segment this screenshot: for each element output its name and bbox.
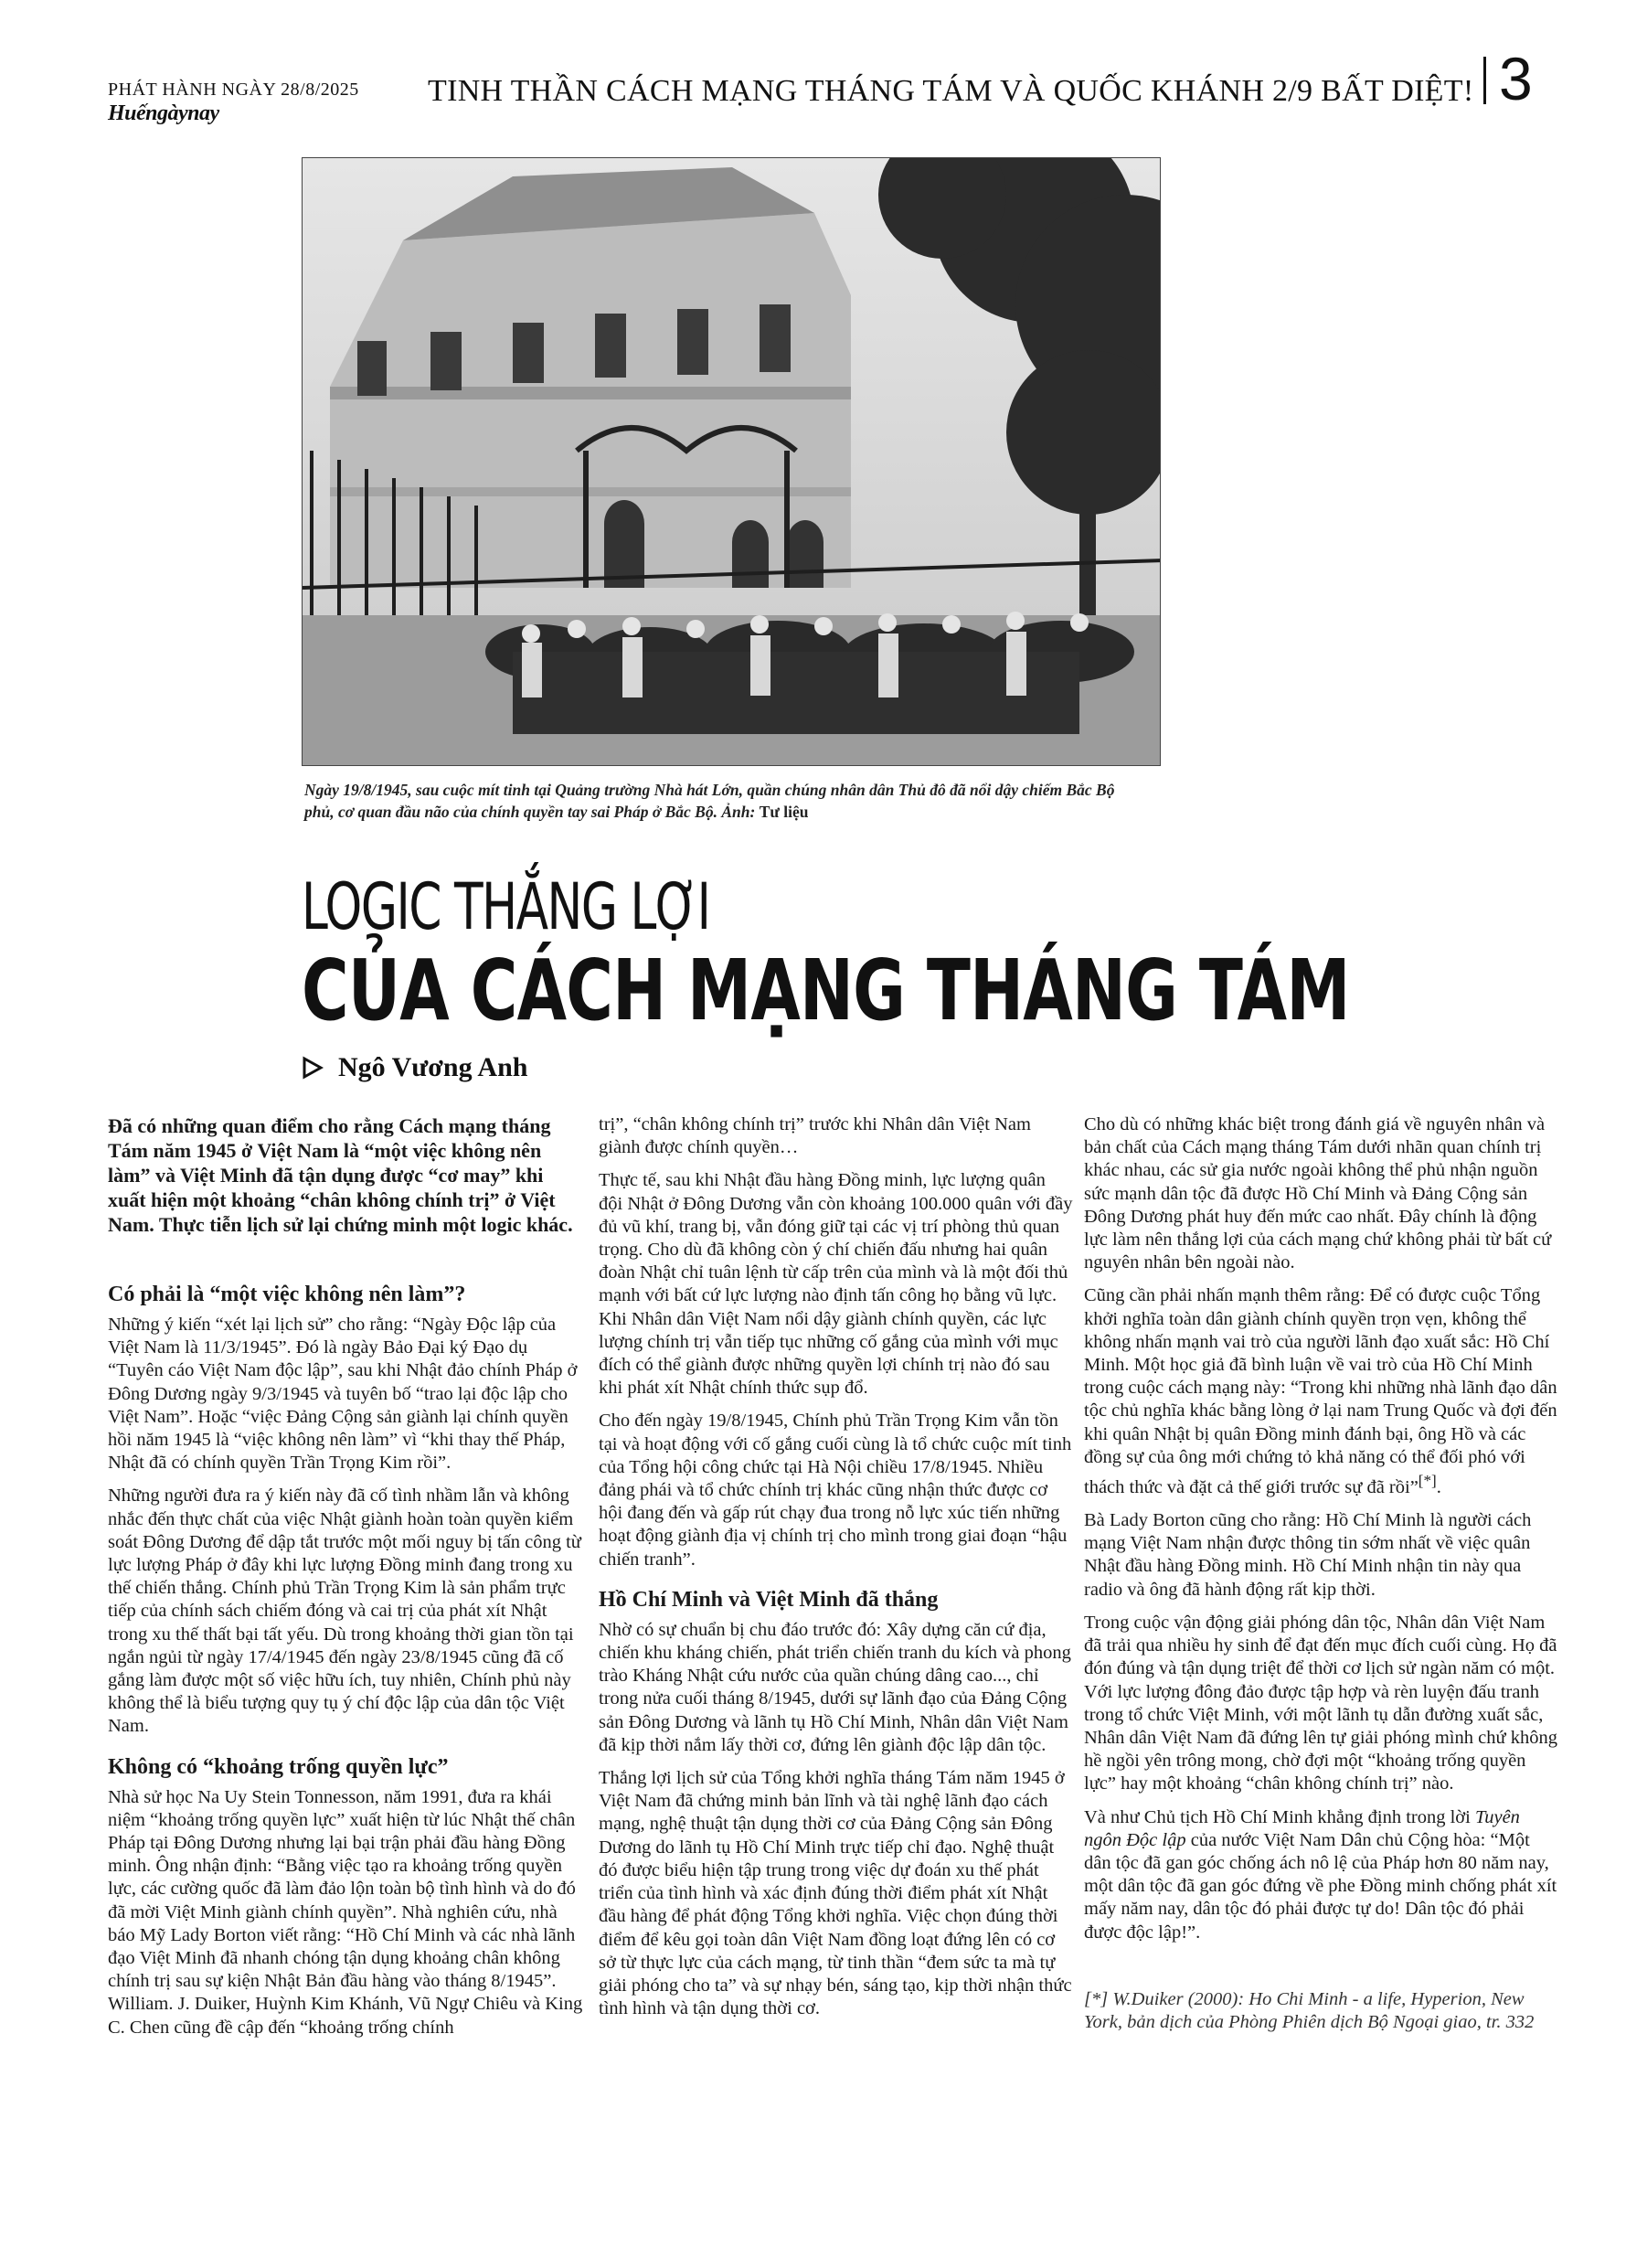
historical-photo xyxy=(302,157,1161,766)
newspaper-brand: Huếngàynay xyxy=(108,101,219,125)
article-column-1 xyxy=(108,1113,583,2050)
subheading-2: Không có “khoảng trống quyền lực” xyxy=(108,1754,449,1779)
paragraph: Nhờ có sự chuẩn bị chu đáo trước đó: Xây dựng căn cứ địa, chiến khu kháng chiến, phát triển chiến tranh du kích và phong trào Kháng Nhật cứu nước của quần chúng dâng cao..., chỉ trong nửa cuối tháng 8/1945, dưới sự lãnh đạo của Đảng Cộng sản Đông Dương và lãnh tụ Hồ Chí Minh, Nhân dân Việt Nam đã kịp thời nắm lấy thời cơ, đứng lên giành độc lập dân tộc. xyxy=(599,1619,1071,1755)
masthead xyxy=(108,79,409,126)
footnote: [*] W.Duiker (2000): Ho Chi Minh - a life, Hyperion, New York, bản dịch của Phòng Phiên dịch Bộ Ngoại giao, tr. 332 xyxy=(1084,1988,1535,2032)
paragraph: Những ý kiến “xét lại lịch sử” cho rằng: “Ngày Độc lập của Việt Nam là 11/3/1945”. Đó là ngày Bảo Đại ký Đạo dụ “Tuyên cáo Việt Nam độc lập”, sau khi Nhật đảo chính Pháp ở Đông Dương ngày 9/3/1945 và tuyên bố “trao lại độc lập cho Việt Nam”. Hoặc “việc Đảng Cộng sản giành lại chính quyền hồi năm 1945 là “việc không nên làm” vì “khi thay thế Pháp, Nhật đã có chính quyền Trần Trọng Kim rồi”. xyxy=(108,1315,578,1474)
photo-caption xyxy=(304,779,1127,823)
declaration-title: Tuyên ngôn Độc lập xyxy=(1084,1806,1520,1850)
paragraph: Bà Lady Borton cũng cho rằng: Hồ Chí Minh là người cách mạng Việt Nam nhận được thông tin sớm nhất về việc quân Nhật đầu hàng Đồng minh. Hồ Chí Minh nhận tin này qua radio và ông đã hành động rất kịp thời. xyxy=(1084,1510,1532,1600)
caption-text: Ngày 19/8/1945, sau cuộc mít tinh tại Quảng trường Nhà hát Lớn, quần chúng nhân dân Thủ đô đã nổi dậy chiếm Bắc Bộ phủ, cơ quan đầu não của chính quyền tay sai Pháp ở Bắc Bộ. Ảnh: xyxy=(304,781,1115,821)
paragraph: Thực tế, sau khi Nhật đầu hàng Đồng minh, lực lượng quân đội Nhật ở Đông Dương vẫn còn khoảng 100.000 quân với đầy đủ vũ khí, trang bị, vẫn đóng giữ tại các vị trí phòng thủ quan trọng. Cho dù đã không còn ý chí chiến đấu nhưng hai quân đoàn Nhật chỉ tuân lệnh từ cấp trên của mình và là một đối thủ mạnh với bất cứ lực lượng nào định tấn công họ bằng vũ lực. Khi Nhân dân Việt Nam nổi dậy giành chính quyền, các lực lượng chính trị vẫn tiếp tục những cố gắng của mình với mục đích có thể giành được những quyền lợi chính trị nào đó sau khi phát xít Nhật chính thức sụp đổ. xyxy=(599,1170,1073,1399)
article-lead: Đã có những quan điểm cho rằng Cách mạng tháng Tám năm 1945 ở Việt Nam là “một việc không nên làm” và Việt Minh đã tận dụng được “cơ may” khi xuất hiện một khoảng “chân không chính trị” ở Việt Nam. Thực tiễn lịch sử lại chứng minh một logic khác. xyxy=(108,1114,573,1236)
subheading-1: Có phải là “một việc không nên làm”? xyxy=(108,1283,466,1306)
page-number: 3 xyxy=(1499,45,1533,112)
paragraph: Trong cuộc vận động giải phóng dân tộc, Nhân dân Việt Nam đã trải qua nhiều hy sinh để đạt đến mục đích cuối cùng. Họ đã đón đúng và tận dụng triệt để thời cơ lịch sử ngàn năm có một. Với lực lượng đông đảo được tập hợp và rèn luyện đấu tranh trong tổ chức Việt Minh, với một lãnh tụ dẫn đường xuất sắc, Nhân dân Việt Nam đã đứng lên tự giải phóng mình chứ không hề ngồi yên trông mong, chờ đợi một “khoảng trống quyền lực” hay một khoảng “chân không chính trị” nào. xyxy=(1084,1612,1557,1794)
paragraph-text: Và như Chủ tịch Hồ Chí Minh khẳng định trong lời xyxy=(1084,1806,1475,1827)
footnote-ref: [*] xyxy=(1418,1472,1437,1490)
header-divider xyxy=(1483,57,1486,104)
paragraph: trị”, “chân không chính trị” trước khi Nhân dân Việt Nam giành được chính quyền… xyxy=(599,1114,1031,1158)
paragraph: Thắng lợi lịch sử của Tổng khởi nghĩa tháng Tám năm 1945 ở Việt Nam đã chứng minh bản lĩnh và tài nghệ lãnh đạo cách mạng, nghệ thuật tận dụng thời cơ của Đảng Cộng sản Đông Dương do lãnh tụ Hồ Chí Minh trực tiếp chỉ đạo. Nghệ thuật đó được biểu hiện tập trung trong việc dự đoán xu thế phát triển của tình hình và xác định đúng thời điểm phát xít Nhật đầu hàng để phát động Tổng khởi nghĩa. Việc chọn đúng thời điểm để kêu gọi toàn dân Việt Nam đồng loạt đứng lên có cơ sở từ thực lực của cách mạng, từ tinh thần “đem sức ta mà tự giải phóng cho ta” và sự nhạy bén, sáng tạo, kịp thời nhận thức tình hình và tận dụng thời cơ. xyxy=(599,1768,1072,2019)
paragraph: Nhà sử học Na Uy Stein Tonnesson, năm 1991, đưa ra khái niệm “khoảng trống quyền lực” xuất hiện từ lúc Nhật thế chân Pháp tại Đông Dương nhưng lại bại trận phải đầu hàng Đồng minh. Ông nhận định: “Bằng việc tạo ra khoảng trống quyền lực, các cường quốc đã làm đảo lộn toàn bộ tình hình và do đó đã mời Việt Minh giành chính quyền”. Nhà nghiên cứu, nhà báo Mỹ Lady Borton viết rằng: “Hồ Chí Minh và các nhà lãnh đạo Việt Minh đã nhanh chóng tận dụng khoảng chân không chính trị sau sự kiện Nhật Bản đầu hàng vào tháng 8/1945”. William. J. Duiker, Huỳnh Kim Khánh, Vũ Ngự Chiêu và King C. Chen cũng đề cập đến “khoảng trống chính xyxy=(108,1786,583,2038)
paragraph-text: Cũng cần phải nhấn mạnh thêm rằng: Để có được cuộc Tổng khởi nghĩa toàn dân giành chính quyền trọn vẹn, không thể không nhấn mạnh vai trò của người lãnh đạo xuất sắc: Hồ Chí Minh. Một học giả đã bình luận về vai trò của Hồ Chí Minh trong cuộc cách mạng này: “Trong khi những nhà lãnh đạo dân tộc chủ nghĩa khác bằng lòng ở lại nam Trung Quốc và đợi đến khi quân Nhật bị quân Đồng minh đánh bại, ông Hồ và các đồng sự của ông mới chứng tỏ khả năng có thể đối phó với thách thức và đặt cả thế giới trước sự đã rồi” xyxy=(1084,1285,1557,1497)
paragraph: Cũng cần phải nhấn mạnh thêm rằng: Để có được cuộc Tổng khởi nghĩa toàn dân giành chính quyền trọn vẹn, không thể không nhấn mạnh vai trò của người lãnh đạo xuất sắc: Hồ Chí Minh. Một học giả đã bình luận về vai trò của Hồ Chí Minh trong cuộc cách mạng này: “Trong khi những nhà lãnh đạo dân tộc chủ nghĩa khác bằng lòng ở lại nam Trung Quốc và đợi đến khi quân Nhật bị quân Đồng minh đánh bại, ông Hồ và các đồng sự của ông mới chứng tỏ khả năng có thể đối phó với thách thức và đặt cả thế giới trước sự đã rồi”[*]. xyxy=(1084,1285,1557,1497)
article-title-line1: LOGIC THẮNG LỢI xyxy=(302,869,710,944)
article-column-3 xyxy=(1084,1113,1559,2044)
paragraph xyxy=(1084,1806,1559,1944)
photo-credit: Tư liệu xyxy=(759,803,809,821)
paragraph: Những người đưa ra ý kiến này đã cố tình nhầm lẫn và không nhắc đến thực chất của việc Nhật giành hoàn toàn quyền kiểm soát Đông Dương để dập tắt trước một mối nguy bị tấn công từ lực lượng Pháp ở đây khi lực lượng Đồng minh đang trong xu thế chiến thắng. Chính phủ Trần Trọng Kim là sản phẩm trực tiếp của chính sách chiếm đóng và cai trị của phát xít Nhật trong xu thế thất bại tất yếu. Dù trong khoảng thời gian tồn tại ngắn ngủi từ ngày 17/4/1945 đến ngày 23/8/1945 cũng đã cố gắng làm được một số việc hữu ích, tuy nhiên, Chính phủ này không thể là biểu tượng quy tụ ý chí độc lập của dân tộc Việt Nam. xyxy=(108,1485,581,1737)
release-date: PHÁT HÀNH NGÀY 28/8/2025 xyxy=(108,80,359,100)
paragraph-text: của nước Việt Nam Dân chủ Cộng hòa: “Một dân tộc đã gan góc chống ách nô lệ của Pháp hơn 80 năm nay, một dân tộc đã gan góc đứng về phe Đồng minh chống phát xít mấy năm nay, dân tộc đó phải được tự do! Dân tộc đó phải được độc lập!”. xyxy=(1084,1829,1557,1943)
author-name: Ngô Vương Anh xyxy=(338,1052,528,1082)
section-headline: TINH THẦN CÁCH MẠNG THÁNG TÁM VÀ QUỐC KHÁNH 2/9 BẤT DIỆT! xyxy=(428,74,1474,108)
byline xyxy=(302,1051,527,1084)
article-title-line2: CỦA CÁCH MẠNG THÁNG TÁM xyxy=(302,942,1350,1039)
paragraph: Cho đến ngày 19/8/1945, Chính phủ Trần Trọng Kim vẫn tồn tại và hoạt động với cố gắng cuối cùng là tổ chức cuộc mít tinh của Tổng hội công chức tại Hà Nội chiều 17/8/1945. Nhiều đảng phái và tổ chức chính trị khác cũng nhận thức được cơ hội đang đến và gấp rút chạy đua trong nỗ lực xúc tiến những hoạt động giành địa vị chính trị cho mình trong giai đoạn “hậu chiến tranh”. xyxy=(599,1411,1072,1570)
paragraph: Cho dù có những khác biệt trong đánh giá về nguyên nhân và bản chất của Cách mạng tháng Tám dưới nhãn quan chính trị khác nhau, các sử gia nước ngoài không thể phủ nhận nguồn sức mạnh dân tộc đã được Hồ Chí Minh và Đảng Cộng sản Đông Dương phát huy đến mức cao nhất. Đây chính là động lực làm nên thắng lợi của cách mạng chứ không phải từ bất cứ nguyên nhân bên ngoài nào. xyxy=(1084,1114,1552,1273)
subheading-3: Hồ Chí Minh và Việt Minh đã thắng xyxy=(599,1587,939,1612)
crowd xyxy=(303,612,1161,766)
play-triangle-icon xyxy=(302,1056,324,1080)
article-column-2 xyxy=(599,1113,1074,2030)
